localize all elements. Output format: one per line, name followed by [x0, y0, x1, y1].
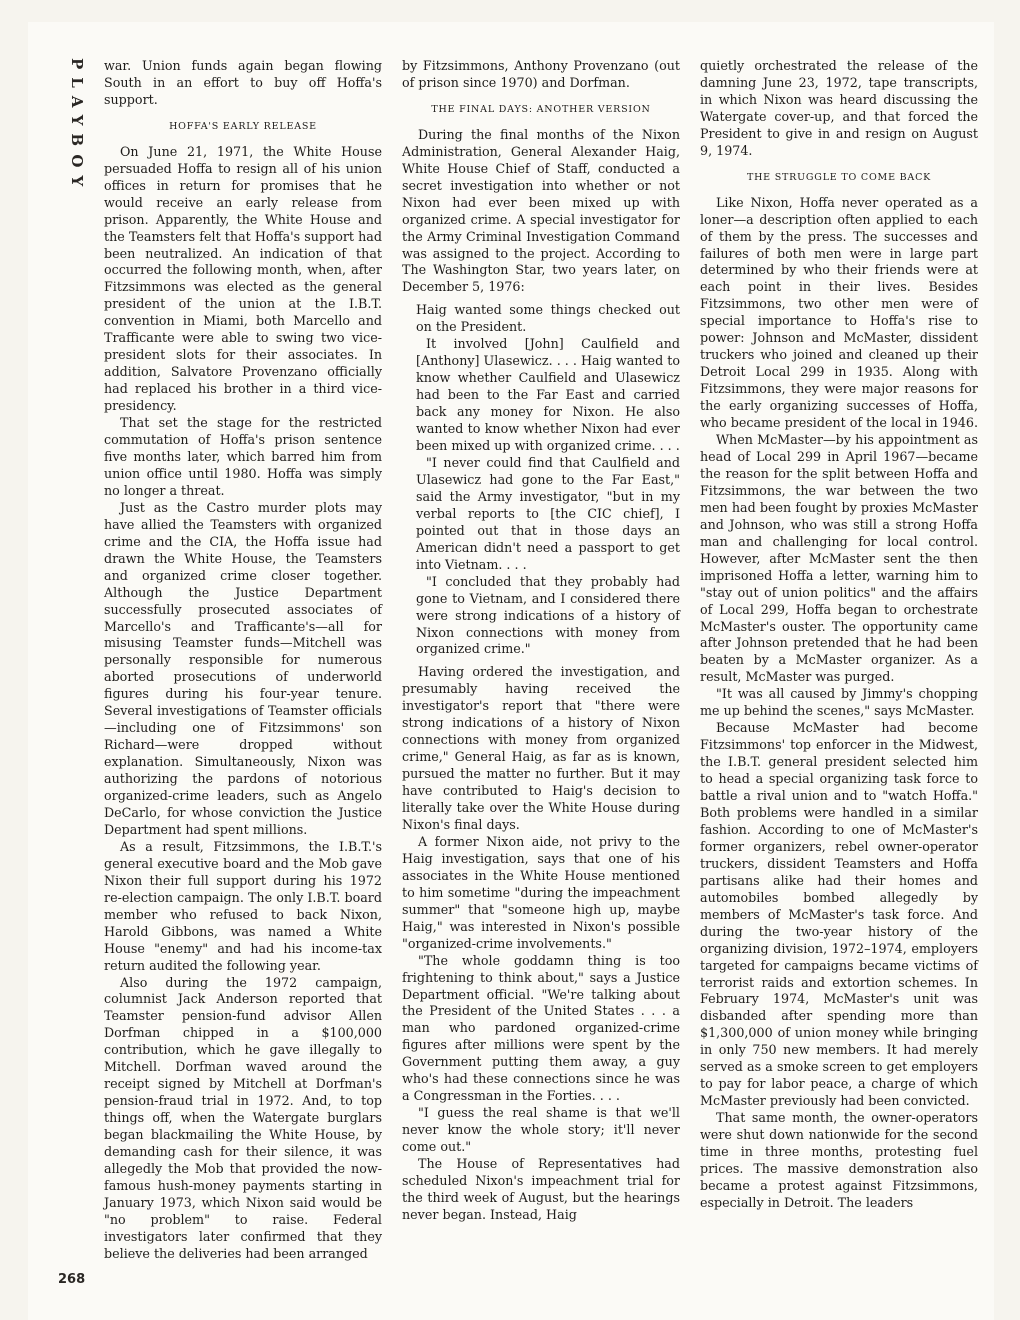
body-paragraph: When McMaster—by his appointment as head of Local 299 in April 1967—became the reason for the split between Hoffa and Fitzsimmons, the war between the two men had been fought by proxies McMaster and Johnson, who was still a strong Hoffa man and challenging for local control. However, after McMaster sent the then imprisoned Hoffa a letter, warning him to "stay out of union politics" and the affairs of Local 299, Hoffa began to orchestrate McMaster's ouster. The opportunity came after Johnson pretended that he had been beaten by a McMaster organizer. As a result, McMaster was purged.: [700, 432, 978, 685]
text-column-1: [104, 58, 382, 1263]
body-paragraph: A former Nixon aide, not privy to the Haig investigation, says that one of his associates in the White House mentioned to him sometime "during the impeachment summer" that "someone high up, maybe Haig," was interested in Nixon's possible "organized-crime involvements.": [402, 833, 680, 951]
magazine-page: [28, 22, 994, 1320]
block-quote-paragraph: Haig wanted some things checked out on the President.: [416, 302, 680, 335]
body-paragraph: That same month, the owner-operators were shut down nationwide for the second time in three months, protesting fuel prices. The massive demonstration also became a protest against Fitzsimmons, especially in Detroit. The leaders: [700, 1110, 978, 1210]
block-quote-paragraph: "I concluded that they probably had gone to Vietnam, and I considered there were strong indications of a history of Nixon connections with money from organized crime.": [416, 573, 680, 657]
body-paragraph: The House of Representatives had scheduled Nixon's impeachment trial for the third week of August, but the hearings never began. Instead, Haig: [402, 1156, 680, 1222]
body-paragraph: As a result, Fitzsimmons, the I.B.T.'s general executive board and the Mob gave Nixon their full support during his 1972 re-election campaign. The only I.B.T. board member who refused to back Nixon, Harold Gibbons, was named a White House "enemy" and had his income-tax return audited the following year.: [104, 838, 382, 973]
body-paragraph: Because McMaster had become Fitzsimmons' top enforcer in the Midwest, the I.B.T. general president selected him to head a special organizing task force to battle a rival union and to "watch Hoffa." Both problems were handled in a similar fashion. According to one of McMaster's former organizers, rebel owner-operator truckers, dissident Teamsters and Hoffa partisans alike had their homes and automobiles bombed allegedly by members of McMaster's task force. And during the two-year history of the organizing division, 1972–1974, employers targeted for campaigns became victims of terrorist raids and extortion schemes. In February 1974, McMaster's unit was disbanded after spending more than $1,300,000 of union money while bringing in only 750 new members. It had merely served as a smoke screen to get employers to pay for labor peace, a charge of which McMaster previously had been convicted.: [700, 720, 978, 1109]
body-paragraph: During the final months of the Nixon Administration, General Alexander Haig, White House Chief of Staff, conducted a secret investigation into whether or not Nixon had ever been mixed up with organized crime. A special investigator for the Army Criminal Investigation Command was assigned to the project. According to The Washington Star, two years later, on December 5, 1976:: [402, 126, 680, 295]
section-heading: HOFFA'S EARLY RELEASE: [169, 120, 317, 132]
body-paragraph: by Fitzsimmons, Anthony Provenzano (out of prison since 1970) and Dorfman.: [402, 58, 680, 90]
text-column-2: [402, 58, 680, 1224]
text-column-3: [700, 58, 978, 1212]
body-paragraph: On June 21, 1971, the White House persuaded Hoffa to resign all of his union offices in return for promises that he would receive an early release from prison. Apparently, the White House and the Teamsters felt that Hoffa's support had been neutralized. An indication of that occurred the following month, when, after Fitzsimmons was elected as the general president of the union at the I.B.T. convention in Miami, both Marcello and Trafficante were able to swing two vice-president slots for their associates. In addition, Salvatore Provenzano officially had replaced his brother in a third vice-presidency.: [104, 143, 382, 414]
body-paragraph: quietly orchestrated the release of the damning June 23, 1972, tape transcripts, in which Nixon was heard discussing the Watergate cover-up, and that forced the President to give in and resign on August 9, 1974.: [700, 58, 978, 158]
section-heading: THE STRUGGLE TO COME BACK: [746, 171, 932, 183]
body-paragraph: "It was all caused by Jimmy's chopping me up behind the scenes," says McMaster.: [700, 686, 978, 719]
body-paragraph: That set the stage for the restricted commutation of Hoffa's prison sentence five months later, which barred him from union office until 1980. Hoffa was simply no longer a threat.: [104, 415, 382, 498]
running-head: PLAYBOY: [68, 58, 86, 195]
body-paragraph: war. Union funds again began flowing South in an effort to buy off Hoffa's support.: [104, 58, 382, 107]
body-paragraph: Having ordered the investigation, and presumably having received the investigator's report that "there were strong indications of a history of Nixon connections with money from organized crime," General Haig, as far as is known, pursued the matter no further. But it may have contributed to Haig's decision to literally take over the White House during Nixon's final days.: [402, 664, 680, 832]
body-paragraph: "I guess the real shame is that we'll never know the whole story; it'll never come out.": [402, 1105, 680, 1155]
section-heading: THE FINAL DAYS: ANOTHER VERSION: [431, 103, 651, 115]
block-quote-paragraph: "I never could find that Caulfield and Ulasewicz had gone to the Far East," said the Army investigator, "but in my verbal reports to [the CIC chief], I pointed out that in those days an American didn't need a passport to get into Vietnam. . . .: [416, 454, 680, 572]
body-paragraph: "The whole goddamn thing is too frightening to think about," says a Justice Department official. "We're talking about the President of the United States . . . a man who pardoned organized-crime figures after millions were spent by the Government putting them away, a guy who's had these connections since he was a Congressman in the Forties. . . .: [402, 952, 680, 1104]
body-paragraph: Like Nixon, Hoffa never operated as a loner—a description often applied to each of them by the press. The successes and failures of both men were in large part determined by who their friends were at each point in their lives. Besides Fitzsimmons, two other men were of special importance to Hoffa's rise to power: Johnson and McMaster, dissident truckers who joined and cleaned up their Detroit Local 299 in 1935. Along with Fitzsimmons, they were major reasons for the early organizing successes of Hoffa, who became president of the local in 1946.: [700, 194, 978, 431]
body-paragraph: Just as the Castro murder plots may have allied the Teamsters with organized crime and the CIA, the Hoffa issue had drawn the White House, the Teamsters and organized crime closer together. Although the Justice Department successfully prosecuted associates of Marcello's and Trafficante's—all for misusing Teamster funds—Mitchell was personally responsible for numerous aborted prosecutions of underworld figures during his four-year tenure. Several investigations of Teamster officials—including one of Fitzsimmons' son Richard—were dropped without explanation. Simultaneously, Nixon was authorizing the pardons of notorious organized-crime leaders, such as Angelo DeCarlo, for whose conviction the Justice Department had spent millions.: [104, 499, 382, 837]
body-paragraph: Also during the 1972 campaign, columnist Jack Anderson reported that Teamster pension-fund advisor Allen Dorfman chipped in a $100,000 contribution, which he gave illegally to Mitchell. Dorfman waved around the receipt signed by Mitchell at Dorfman's pension-fraud trial in 1972. And, to top things off, when the Watergate burglars began blackmailing the White House, by demanding cash for their silence, it was allegedly the Mob that provided the now-famous hush-money payments starting in January 1973, which Nixon said would be "no problem" to raise. Federal investigators later confirmed that they believe the deliveries had been arranged: [104, 974, 382, 1261]
block-quote-paragraph: It involved [John] Caulfield and [Anthony] Ulasewicz. . . . Haig wanted to know whether Caulfield and Ulasewicz had been to the Far East and carried back any money for Nixon. He also wanted to know whether Nixon had ever been mixed up with organized crime. . . .: [416, 336, 680, 454]
page-number: 268: [58, 1272, 86, 1287]
